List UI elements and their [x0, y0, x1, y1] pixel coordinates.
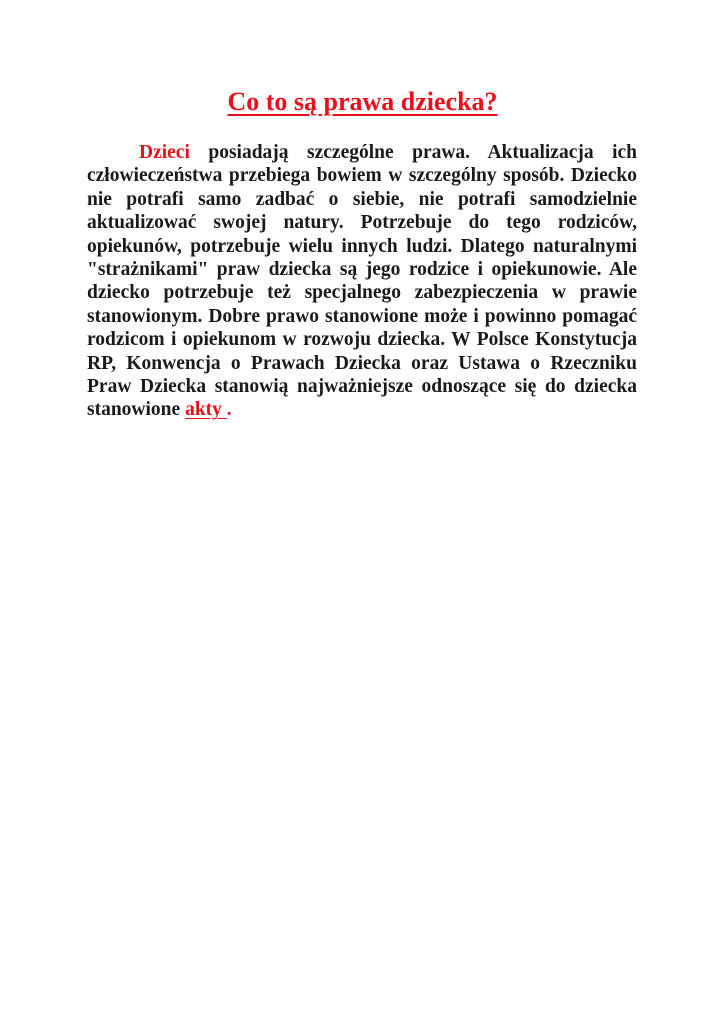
akty-link[interactable]: akty — [185, 399, 227, 421]
lead-word: Dzieci — [139, 142, 190, 163]
paragraph-ending: . — [226, 399, 232, 421]
body-paragraph — [87, 141, 637, 422]
paragraph-text: posiadają szczególne prawa. Aktualizacja ich człowieczeństwa przebiega bowiem w szczególny sposób. Dziecko nie potrafi samo zadbać o siebie, nie potrafi samodzielnie aktualizować swojej natury. Potrzebuje do tego rodziców, opiekunów, potrzebuje wielu innych ludzi. Dlatego naturalnymi "strażnikami" praw dziecka są jego rodzice i opiekunowie. Ale dziecko potrzebuje też specjalnego zabezpieczenia w prawie stanowionym. Dobre prawo stanowione może i powinno pomagać rodzicom i opiekunom w rozwoju dziecka. W Polsce Konstytucja RP, Konwencja o Prawach Dziecka oraz Ustawa o Rzeczniku Praw Dziecka stanowią najważniejsze odnoszące się do dziecka stanowione — [87, 142, 637, 421]
page-title: Co to są prawa dziecka? — [227, 87, 498, 116]
